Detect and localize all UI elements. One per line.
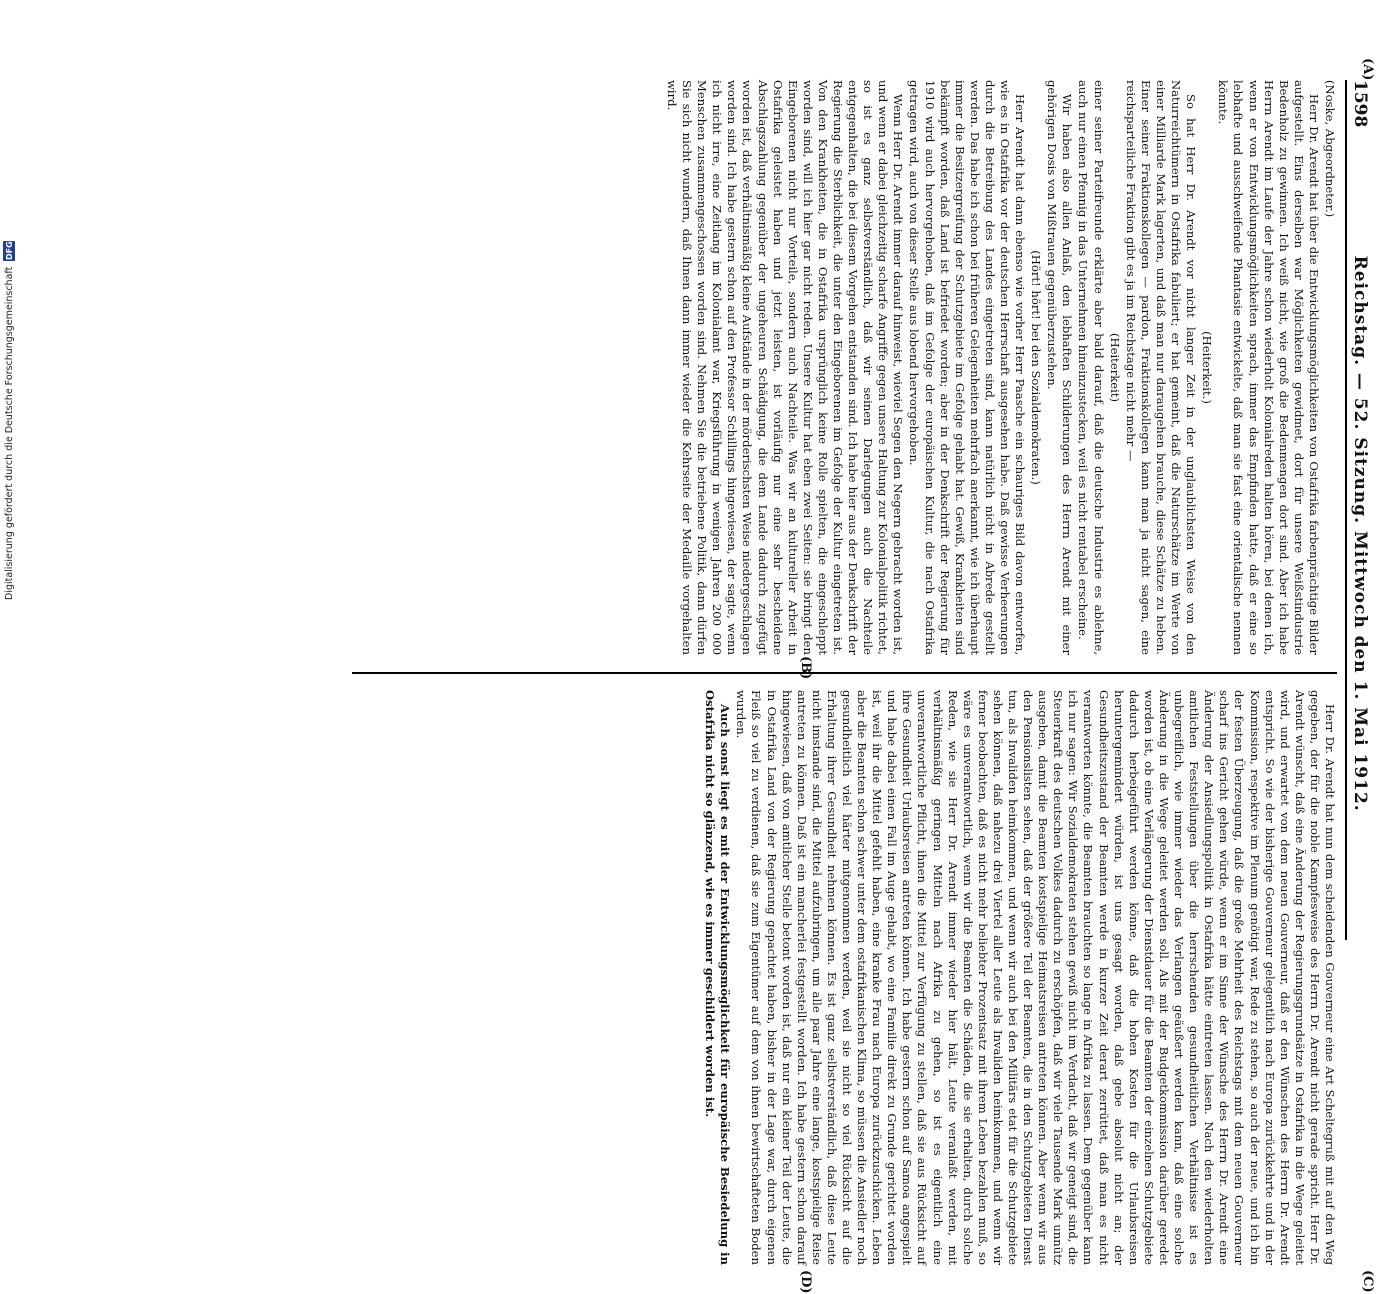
- margin-mark-a: (A): [1360, 58, 1375, 81]
- page-header-title: Reichstag. — 52. Sitzung. Mittwoch den 1. Mai 1912.: [1350, 255, 1370, 812]
- interjection: (Heiterkeit.): [1200, 331, 1215, 404]
- margin-mark-d: (D): [798, 1270, 813, 1294]
- rotated-page: [113, 58, 1375, 1294]
- paragraph: Wir haben also allen Anlaß, den lebhaften Schilderungen des Herrn Arendt mit einer gehörigen Dosis von Mißtrauen gegenüberzustehen.: [1045, 80, 1075, 655]
- interjection: (Hört! hört! bei den Sozialdemokraten.): [1029, 250, 1044, 485]
- right-text-column: [701, 690, 1337, 1265]
- margin-mark-b: (B): [798, 656, 813, 680]
- column-divider: [352, 672, 1337, 674]
- paragraph: Herr Dr. Arendt hat nun dem scheidenden Gouverneur eine Art Scheltegruß mit auf den Weg gegeben, der für die noble Kampfesweise des Herrn Dr. Arendt nicht gerade spricht. Herr Dr. Arendt wünscht, daß eine Änderung der Regierungsgrundsätze in Ostafrika in die Wege geleitet wird, und erwartet von dem neuen Gouverneur, daß er den Wünschen des Herrn Dr. Arendt entspricht. So wie der bisherige Gouverneur gelegentlich nach Europa zurückkehrte und in der Kommission, respektive im Plenum genötigt war, Rede zu stehen, so auch der neue, und ich bin der festen Überzeugung, daß die große Mehrheit des Reichstags mit dem neuen Gouverneur scharf ins Gericht gehen würde, wenn er im Sinne der Wünsche des Herrn Dr. Arendt eine Änderung der Ansiedlungspolitik in Ostafrika hätte eintreten lassen. Nach den wiederholten amtlichen Feststellungen über die herrschenden gesundheitlichen Verhältnisse ist es unbegreiflich, wie immer wieder das Verlangen geäußert werden kann, daß eine solche Änderung in die Wege geleitet werden soll. Als mit der Budgetkommission darüber geredet worden ist, ob eine Verlängerung der Dienstdauer für die Beamten der einzelnen Schutzgebiete dadurch herbeigeführt werden könne, daß die hohen Kosten für die Urlaubsreisen heruntergemindert würden, ist uns gesagt worden, daß gebe absolut nicht an; der Gesundheitszustand der Beamten werde in kurzer Zeit derart zerrüttet, daß man es nicht verantworten könnte, die Beamten brauchten so lange in Afrika zu lassen. Dem gegenüber kann ich nur sagen: Wir Sozialdemokraten stehen gewiß nicht im Verdacht, daß wir geneigt sind, die Steuerkraft des deutschen Volkes dadurch zu erschöpfen, daß wir viele Tausende Mark unnütz ausgeben, damit die Beamten kostspielige Heimatsreisen antreten können. Aber wenn wir aus den Pensionslisten sehen, daß der größere Teil der Beamten, die in den Schutzgebieten Dienst tun, als Invaliden heimkommen, und wenn wir auch bei den Militärs etat für die Schutzgebiete sehen können, daß nahezu drei Viertel aller Leute als Invaliden heimkommen, und wenn wir ferner beobachten, daß es nicht mehr beliebter Prozentsatz mit ihrem Leben bezahlen muß, so wäre es unverantwortlich, wenn wir die Beamten die Schäden, die sie erhalten, durch solche Reden, wie sie Herr Dr. Arendt immer wieder hier hält, Leute veranlaßt werden, mit verhältnismäßig geringen Mitteln nach Afrika zu gehen, so ist es eigentlich eine unverantwortliche Pflicht, ihnen die Mittel zur Verfügung zu stellen, daß sie aus Rücksicht auf ihre Gesundheit Urlaubsreisen antreten können. Ich habe gestern schon auf Samoa angespielt und habe dabei einen Fall im Auge gehabt, wo eine Familie direkt zu Grunde gerichtet worden ist, weil ihr die Mittel gefehlt haben, eine kranke Frau nach Europa zurückzuschicken. Leben aber die Beamten schon schwer unter dem ostafrikanischen Klima, so müssen die Ansiedler noch gesundheitlich viel härter mitgenommen werden, weil sie nicht so viel Rücksicht auf die Erhaltung ihrer Gesundheit nehmen können. Es ist ganz selbstverständlich, daß diese Leute nicht imstande sind, die Mittel aufzubringen, um alle paar Jahre eine lange, kostspielige Reise antreten zu können. Daß ist ein mancherlei festgestellt worden. Ich habe gestern schon darauf hingewiesen, daß von amtlicher Stelle betont worden ist, daß nur ein kleiner Teil der Leute, die in Ostafrika Land von der Regierung gepachtet haben, bisher in der Lage war, durch eigenen Fleiß so viel zu verdienen, daß sie zum Eigentümer auf dem von ihnen bewirtschafteten Boden wurden.: [734, 690, 1337, 1265]
- paragraph-emphasis: Auch sonst liegt es mit der Entwicklungsmöglichkeit für europäische Besiedelung in Ostafrika nicht so glänzend, wie es immer geschildert worden ist.: [703, 690, 733, 1265]
- paragraph: So hat Herr Dr. Arendt vor nicht langer Zeit in der unglaublichsten Weise von den Naturreichtümern in Ostafrika fabuliert; er hat gemeint, daß die Naturschätze im Werte von einer Milliarde Mark lagerten, und daß man nur daraugehen brauche, diese Schätze zu heben. Einer seiner Fraktionskollegen — pardon, Fraktionskollegen kann man ja nicht sagen, eine reichsparteiliche Fraktion gibt es ja im Reichstage nicht mehr —: [1123, 80, 1199, 655]
- page-number: 1598: [1350, 80, 1370, 128]
- paragraph: Herr Arendt hat dann ebenso wie vorher Herr Paasche ein schauriges Bild davon entworfen, wie es in Ostafrika vor der deutschen Herrschaft ausgesehen habe. Daß gewisse Verheerungen durch die Betreibung des Landes eingetreten sind, kann natürlich nicht in Abrede gestellt werden. Das habe ich schon bei früheren Gelegenheiten mehrfach anerkannt, wie ich überhaupt immer die Besitzergreifung der Schutzgebiete im Gefolge gehabt hat. Gewiß, Krankheiten sind bekämpft worden, daß Land ist befriedet worden; aber in der Denkschrift der Regierung für 1910 wird auch hervorgehoben, daß im Gefolge der europäischen Kultur, die nach Ostafrika getragen wird, auch von dieser Stelle aus lobend hervorgehoben.: [907, 80, 1028, 655]
- left-text-column: [663, 80, 1337, 655]
- interjection: (Heiterkeit): [1107, 332, 1122, 403]
- margin-mark-c: (C): [1360, 1270, 1375, 1293]
- paragraph: Herr Dr. Arendt hat über die Entwicklungsmöglichkeiten von Ostafrika farbenprächtige Bilder aufgestellt. Eins derselben war Möglichkeiten gewidmet, dort für unsere Weißstindustrie Bedenholz zu gewinnen. Ich weiß nicht, wie groß die Bedenmengen dort sind. Aber ich habe Herrn Arendt im Laufe der Jahre schon wiederholt Kolonialreden halten hören, bei denen ich, wenn er von Entwicklungsmöglichkeiten sprach, immer das Empfinden hatte, daß er eine so lebhafte und ausschweifende Phantasie entwickelte, daß man sie fast eine orientalische nennen könnte.: [1216, 80, 1321, 655]
- digitization-credit: [2, 220, 16, 600]
- paragraph: Wenn Herr Dr. Arendt immer darauf hinweist, wieviel Segen den Negern gebracht worden ist, und wenn er dabei gleichzeitig scharfe Angriffe gegen unsere Haltung zur Kolonialpolitik richtet, so ist es ganz selbstverständlich, daß wir seinen Darlegungen auch die Nachteile entgegenhalten, die bei diesem Vorgehen entstanden sind. Ich habe hier aus der Denkschrift der Regierung die Sterblichkeit, die unter den Eingeborenen im Gefolge der Kultur eingetreten ist. Von den Krankheiten, die in Ostafrika ursprünglich keine Rolle spielten, die eingeschleppt worden sind, will ich hier gar nicht reden. Unsere Kultur hat eben zwei Seiten: sie bringt den Eingeborenen nicht nur Vorteile, sondern auch Nachteile. Was wir an kultureller Arbeit in Ostafrika geleistet haben und jetzt leisten, ist vorläufig nur eine sehr bescheidene Abschlagszahlung gegenüber der ungeheuren Schädigung, die dem Lande dadurch zugefügt worden ist, daß verhältnismäßig kleine Aufstände in der mörderischsten Weise niedergeschlagen worden sind. Ich habe gestern schon auf den Professor Schillings hingewiesen, der sagte, wenn ich nicht irre, eine Zeitlang im Kolonialamt war, Kriegsführung in wenigen Jahren 200 000 Menschen zusammengeschossen worden sind. Nehmen Sie die betriebene Politik, dann dürfen Sie sich nicht wundern, daß Ihnen dann immer wieder die Kehrseite der Medaille vorgehalten wird.: [664, 80, 906, 655]
- paragraph: einer seiner Parteifreunde erklärte aber bald darauf, daß die deutsche Industrie es ablehne, auch nur einen Pfennig in das Unternehmen hineinzustecken, weil es nicht rentabel erscheine.: [1076, 80, 1106, 655]
- running-head: [1345, 80, 1373, 940]
- dfg-logo-icon: DFG: [4, 241, 14, 261]
- speaker-note: (Noske, Abgeordneter.): [1323, 80, 1337, 218]
- credit-text: Digitalisierung gefördert durch die Deutsche Forschungsgemeinschaft: [3, 266, 15, 600]
